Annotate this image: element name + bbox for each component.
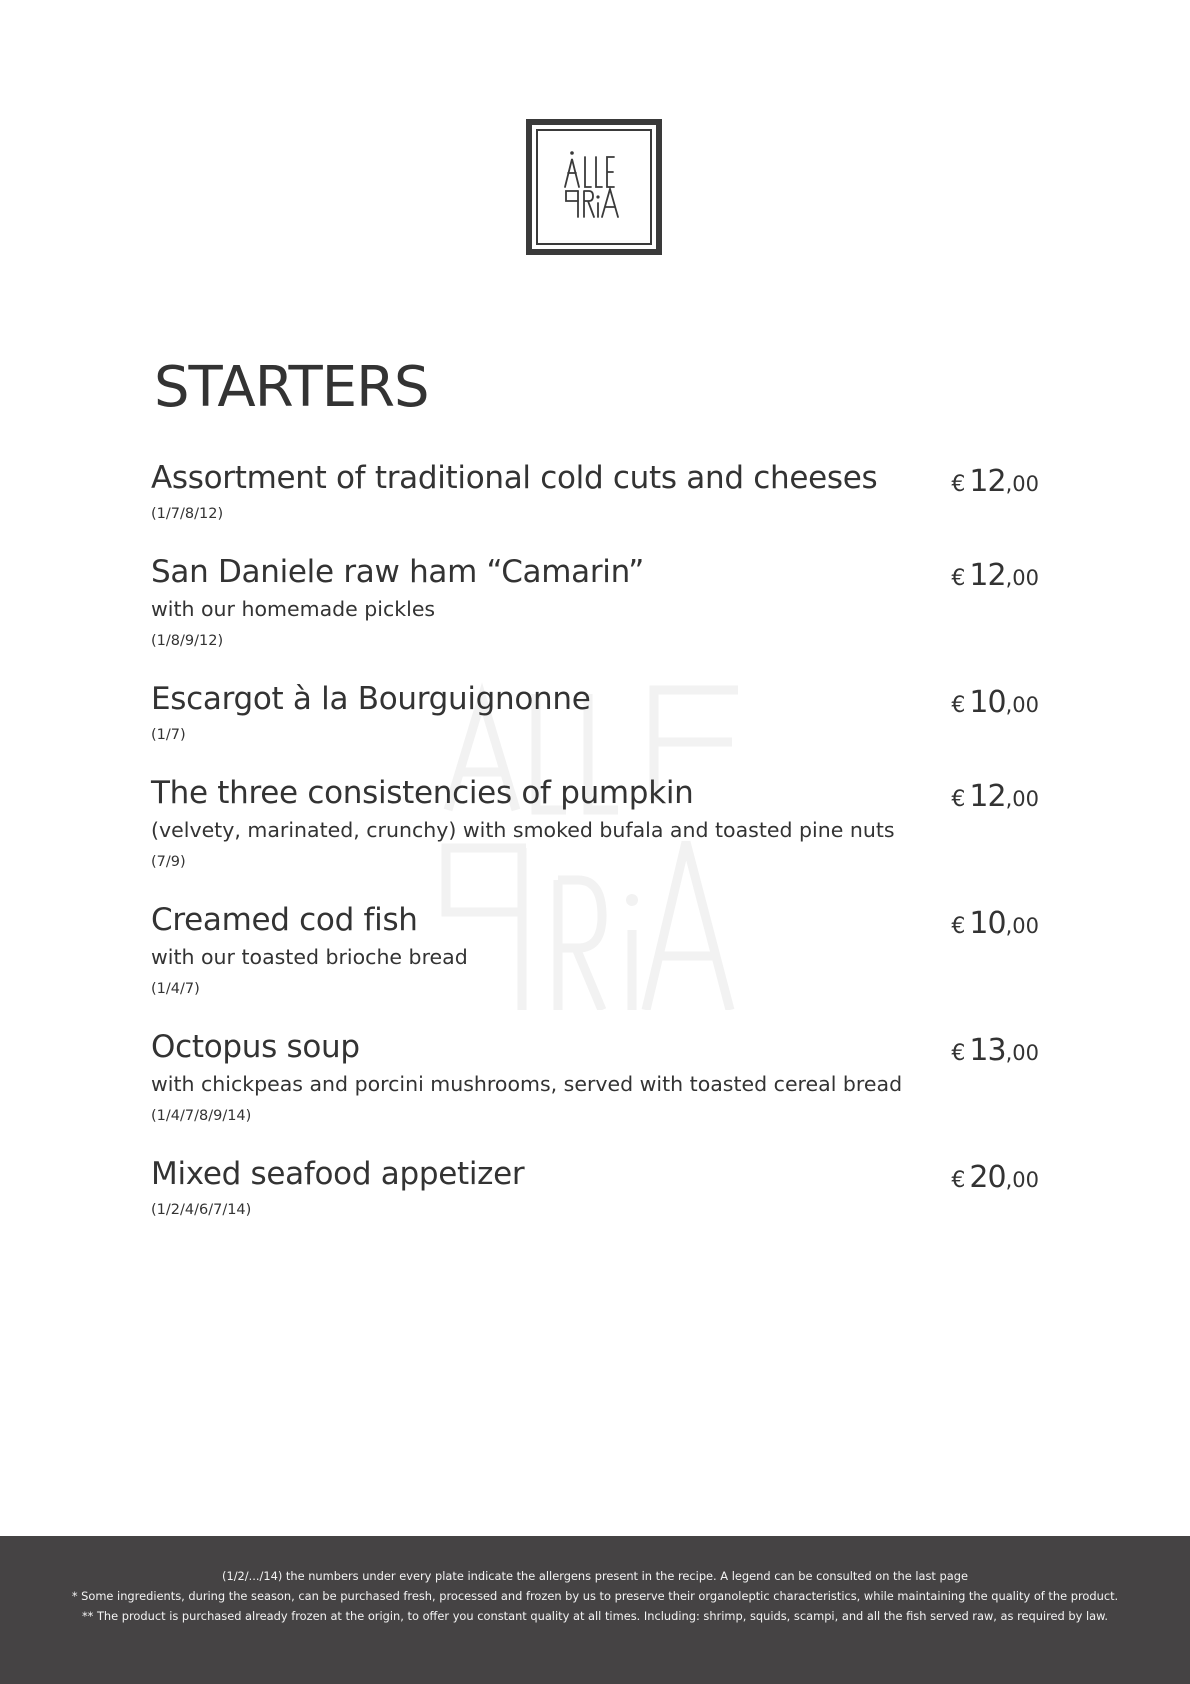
price-amount: 12 <box>969 558 1006 593</box>
footer-notes <box>0 1536 1190 1684</box>
price-currency: € <box>951 914 966 939</box>
footer-fresh-frozen-note: * Some ingredients, during the season, can be purchased fresh, processed and frozen by us to preserve their organoleptic characteristics, while maintaining the quality of the product. <box>71 1589 1119 1603</box>
price-currency: € <box>951 472 966 497</box>
dish-name: Assortment of traditional cold cuts and cheeses <box>151 460 878 496</box>
price-cents: ,00 <box>1005 472 1039 496</box>
dish-name: The three consistencies of pumpkin <box>151 775 694 811</box>
restaurant-logo <box>526 119 662 255</box>
dish-price <box>951 1160 1039 1195</box>
dish-price <box>951 685 1039 720</box>
price-cents: ,00 <box>1005 787 1039 811</box>
menu-item <box>151 773 1039 874</box>
dish-allergens: (1/2/4/6/7/14) <box>151 1202 252 1218</box>
dish-allergens: (1/4/7/8/9/14) <box>151 1108 252 1124</box>
menu-item <box>151 458 1039 526</box>
dish-allergens: (1/4/7) <box>151 981 200 997</box>
dish-name: Mixed seafood appetizer <box>151 1156 525 1192</box>
dish-allergens: (1/7) <box>151 727 186 743</box>
dish-price <box>951 558 1039 593</box>
footer-frozen-origin-note: ** The product is purchased already frozen at the origin, to offer you constant quality at all times. Including: shrimp, squids, scampi, and all the fish served raw, as required by law. <box>81 1609 1109 1623</box>
price-amount: 13 <box>969 1033 1006 1068</box>
dish-allergens: (7/9) <box>151 854 186 870</box>
dish-description: with our toasted brioche bread <box>151 945 468 969</box>
menu-item <box>151 1154 1039 1222</box>
price-amount: 10 <box>969 906 1006 941</box>
dish-name: Octopus soup <box>151 1029 360 1065</box>
price-amount: 12 <box>969 464 1006 499</box>
footer-allergen-note: (1/2/.../14) the numbers under every plate indicate the allergens present in the recipe. A legend can be consulted on the last page <box>222 1569 968 1583</box>
dish-price <box>951 1033 1039 1068</box>
dish-price <box>951 779 1039 814</box>
price-cents: ,00 <box>1005 1041 1039 1065</box>
dish-price <box>951 464 1039 499</box>
price-cents: ,00 <box>1005 693 1039 717</box>
dish-description: with our homemade pickles <box>151 597 436 621</box>
price-currency: € <box>951 693 966 718</box>
price-currency: € <box>951 1168 966 1193</box>
price-cents: ,00 <box>1005 914 1039 938</box>
dish-name: Creamed cod fish <box>151 902 418 938</box>
price-currency: € <box>951 787 966 812</box>
menu-list <box>151 458 1039 1248</box>
price-amount: 20 <box>969 1160 1006 1195</box>
dish-allergens: (1/8/9/12) <box>151 633 224 649</box>
dish-price <box>951 906 1039 941</box>
price-cents: ,00 <box>1005 1168 1039 1192</box>
menu-item <box>151 900 1039 1001</box>
price-cents: ,00 <box>1005 566 1039 590</box>
menu-item <box>151 679 1039 747</box>
dish-allergens: (1/7/8/12) <box>151 506 224 522</box>
logo-monogram <box>532 125 656 249</box>
price-amount: 12 <box>969 779 1006 814</box>
price-currency: € <box>951 566 966 591</box>
price-currency: € <box>951 1041 966 1066</box>
dish-name: San Daniele raw ham “Camarin” <box>151 554 645 590</box>
menu-item <box>151 1027 1039 1128</box>
menu-item <box>151 552 1039 653</box>
section-title: STARTERS <box>154 355 429 420</box>
dish-description: (velvety, marinated, crunchy) with smoked bufala and toasted pine nuts <box>151 818 895 842</box>
price-amount: 10 <box>969 685 1006 720</box>
dish-name: Escargot à la Bourguignonne <box>151 681 591 717</box>
dish-description: with chickpeas and porcini mushrooms, served with toasted cereal bread <box>151 1072 903 1096</box>
